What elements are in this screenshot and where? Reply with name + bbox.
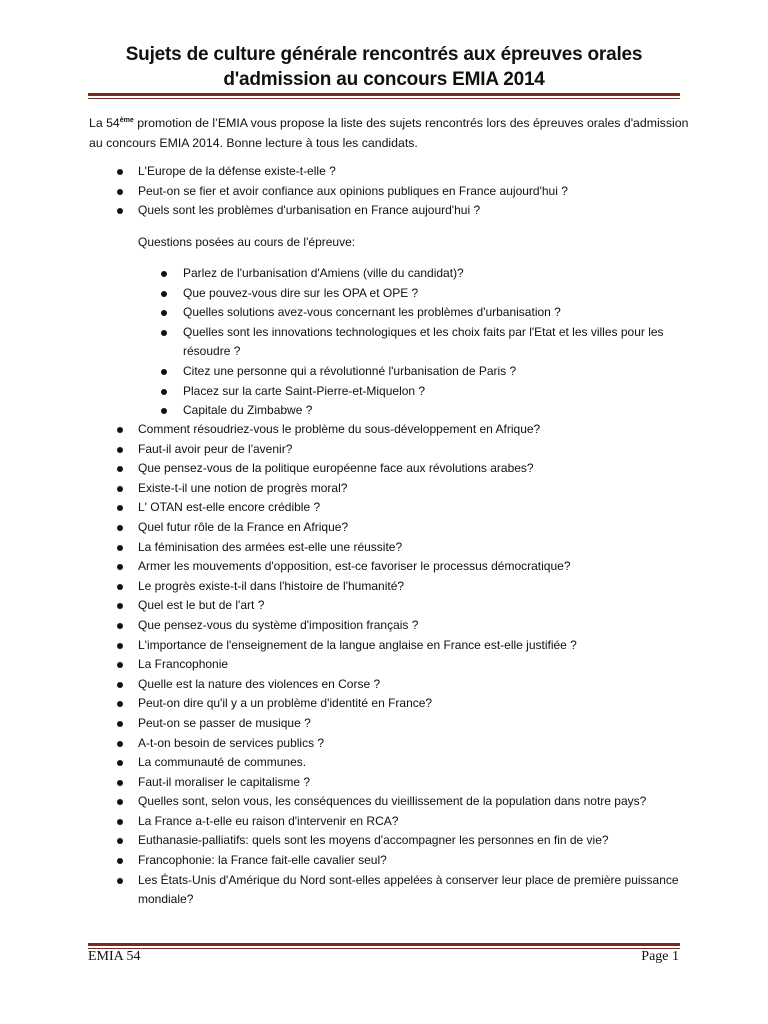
footer-label: EMIA 54 bbox=[88, 949, 141, 964]
title-line-1: Sujets de culture générale rencontrés aux épreuves orales bbox=[125, 44, 643, 65]
bullet-icon bbox=[117, 662, 123, 668]
topic-item bbox=[138, 557, 688, 577]
topic-item-text: La France a-t-elle eu raison d'intervenir en RCA? bbox=[138, 813, 399, 828]
question-item-text: Citez une personne qui a révolutionné l'urbanisation de Paris ? bbox=[183, 363, 517, 378]
title-line-2: d'admission au concours EMIA 2014 bbox=[223, 69, 545, 90]
topic-item-text: Quel est le but de l'art ? bbox=[138, 598, 265, 613]
topic-item-text: La féminisation des armées est-elle une réussite? bbox=[138, 539, 403, 554]
page-title bbox=[60, 42, 708, 92]
topic-item-text: Quels sont les problèmes d'urbanisation en France aujourd'hui ? bbox=[138, 203, 481, 218]
bullet-icon bbox=[117, 682, 123, 688]
question-item bbox=[183, 382, 688, 402]
question-item bbox=[183, 323, 688, 362]
bullet-icon bbox=[117, 486, 123, 492]
topic-item-text: Faut-il moraliser le capitalisme ? bbox=[138, 774, 311, 789]
topic-item bbox=[138, 440, 688, 460]
question-item-text: Parlez de l'urbanisation d'Amiens (ville du candidat)? bbox=[183, 266, 464, 280]
topic-item-text: A-t-on besoin de services publics ? bbox=[138, 735, 325, 750]
topic-item bbox=[138, 577, 688, 597]
page-number: Page 1 bbox=[641, 949, 679, 964]
topic-item bbox=[138, 831, 688, 851]
topic-item-text: Que pensez-vous de la politique européenne face aux révolutions arabes? bbox=[138, 461, 534, 476]
topic-item-text: L' OTAN est-elle encore crédible ? bbox=[138, 500, 321, 515]
topic-item bbox=[138, 812, 688, 832]
topic-item bbox=[138, 538, 688, 558]
topic-item bbox=[138, 420, 688, 440]
bullet-icon bbox=[117, 819, 123, 825]
bullet-icon bbox=[117, 603, 123, 609]
bullet-icon bbox=[161, 291, 167, 297]
question-item bbox=[183, 401, 688, 421]
topic-item bbox=[138, 655, 688, 675]
topic-item-text: Quelles sont, selon vous, les conséquences du vieillissement de la population dans notre pays? bbox=[138, 794, 647, 809]
topic-item bbox=[138, 636, 688, 656]
header-rule-thin bbox=[88, 98, 680, 99]
topic-item-text: La communauté de communes. bbox=[138, 755, 307, 770]
bullet-icon bbox=[117, 701, 123, 707]
topic-item-text: L'importance de l'enseignement de la langue anglaise en France est-elle justifiée ? bbox=[138, 637, 577, 652]
topic-item-text: Peut-on se passer de musique ? bbox=[138, 715, 311, 730]
header-rule-thick bbox=[88, 93, 680, 96]
bullet-icon bbox=[117, 878, 123, 884]
question-item-text: Que pouvez-vous dire sur les OPA et OPE ? bbox=[183, 285, 419, 300]
topic-item bbox=[138, 871, 688, 910]
bullet-icon bbox=[117, 799, 123, 805]
topic-item bbox=[138, 714, 688, 734]
topic-item-text: Les États-Unis d'Amérique du Nord sont-elles appelées à conserver leur place de première puissance mondiale? bbox=[138, 872, 679, 907]
bullet-icon bbox=[161, 389, 167, 395]
question-item-text: Placez sur la carte Saint-Pierre-et-Miquelon ? bbox=[183, 383, 426, 398]
question-sublist bbox=[183, 264, 688, 421]
footer-rule-thin bbox=[88, 948, 680, 949]
topic-item-text: Peut-on dire qu'il y a un problème d'identité en France? bbox=[138, 696, 433, 711]
topic-item bbox=[138, 851, 688, 871]
bullet-icon bbox=[117, 466, 123, 472]
topic-item-text: L'Europe de la défense existe-t-elle ? bbox=[138, 164, 336, 178]
topic-item bbox=[138, 518, 688, 538]
questions-label: Questions posées au cours de l'épreuve: bbox=[138, 235, 356, 249]
intro-after: promotion de l’EMIA vous propose la liste des sujets rencontrés lors des épreuves orales d'admission au concours EMIA 2014. Bonne lecture à tous les candidats. bbox=[89, 116, 689, 150]
bullet-icon bbox=[117, 525, 123, 531]
bullet-icon bbox=[117, 838, 123, 844]
topic-item-text: Existe-t-il une notion de progrès moral? bbox=[138, 480, 348, 495]
topic-item-text: Peut-on se fier et avoir confiance aux opinions publiques en France aujourd'hui ? bbox=[138, 183, 568, 198]
bullet-icon bbox=[161, 310, 167, 316]
bullet-icon bbox=[117, 447, 123, 453]
bullet-icon bbox=[117, 780, 123, 786]
topic-item-text: Le progrès existe-t-il dans l'histoire de l'humanité? bbox=[138, 578, 405, 593]
topic-item-text: La Francophonie bbox=[138, 657, 229, 672]
intro-before: La 54 bbox=[89, 116, 120, 130]
topic-item bbox=[138, 162, 688, 182]
bullet-icon bbox=[117, 427, 123, 433]
bullet-icon bbox=[161, 408, 167, 414]
topic-item-text: Armer les mouvements d'opposition, est-ce favoriser le processus démocratique? bbox=[138, 559, 571, 574]
topic-item-text: Que pensez-vous du système d'imposition français ? bbox=[138, 617, 419, 632]
bullet-icon bbox=[117, 564, 123, 570]
bullet-icon bbox=[117, 623, 123, 629]
topic-item-text: Quel futur rôle de la France en Afrique? bbox=[138, 519, 349, 534]
bullet-icon bbox=[117, 741, 123, 747]
topic-item bbox=[138, 773, 688, 793]
bullet-icon bbox=[117, 208, 123, 214]
question-item-text: Quelles sont les innovations technologiques et les choix faits par l'Etat et les villes pour les résoudre ? bbox=[183, 324, 664, 359]
topic-item bbox=[138, 596, 688, 616]
topic-item bbox=[138, 792, 688, 812]
bullet-icon bbox=[117, 643, 123, 649]
question-item bbox=[183, 362, 688, 382]
topic-item bbox=[138, 694, 688, 714]
topic-item bbox=[138, 675, 688, 695]
bullet-icon bbox=[117, 545, 123, 551]
footer-rule-thick bbox=[88, 943, 680, 946]
topic-list-a bbox=[138, 162, 688, 221]
topic-item bbox=[138, 753, 688, 773]
bullet-icon bbox=[117, 760, 123, 766]
bullet-icon bbox=[117, 189, 123, 195]
question-item-text: Capitale du Zimbabwe ? bbox=[183, 403, 313, 418]
bullet-icon bbox=[117, 505, 123, 511]
topic-item-text: Faut-il avoir peur de l'avenir? bbox=[138, 441, 293, 456]
bullet-icon bbox=[161, 369, 167, 375]
topic-item bbox=[138, 498, 688, 518]
question-item bbox=[183, 303, 688, 323]
topic-item bbox=[138, 201, 688, 221]
bullet-icon bbox=[161, 330, 167, 336]
topic-item-text: Comment résoudriez-vous le problème du sous-développement en Afrique? bbox=[138, 422, 541, 436]
topic-item bbox=[138, 616, 688, 636]
topic-item-text: Euthanasie-palliatifs: quels sont les moyens d'accompagner les personnes en fin de vie? bbox=[138, 833, 609, 848]
bullet-icon bbox=[117, 721, 123, 727]
bullet-icon bbox=[117, 584, 123, 590]
topic-item-text: Quelle est la nature des violences en Corse ? bbox=[138, 676, 381, 691]
topic-item bbox=[138, 734, 688, 754]
question-item bbox=[183, 264, 688, 284]
bullet-icon bbox=[117, 169, 123, 175]
bullet-icon bbox=[161, 271, 167, 277]
topic-item-text: Francophonie: la France fait-elle cavalier seul? bbox=[138, 853, 387, 868]
question-item bbox=[183, 284, 688, 304]
topic-item bbox=[138, 459, 688, 479]
question-item-text: Quelles solutions avez-vous concernant les problèmes d'urbanisation ? bbox=[183, 305, 561, 320]
intro-paragraph bbox=[89, 111, 689, 153]
topic-item bbox=[138, 479, 688, 499]
topic-list-c bbox=[138, 420, 688, 910]
intro-superscript: ème bbox=[119, 117, 134, 124]
bullet-icon bbox=[117, 858, 123, 864]
topic-item bbox=[138, 182, 688, 202]
